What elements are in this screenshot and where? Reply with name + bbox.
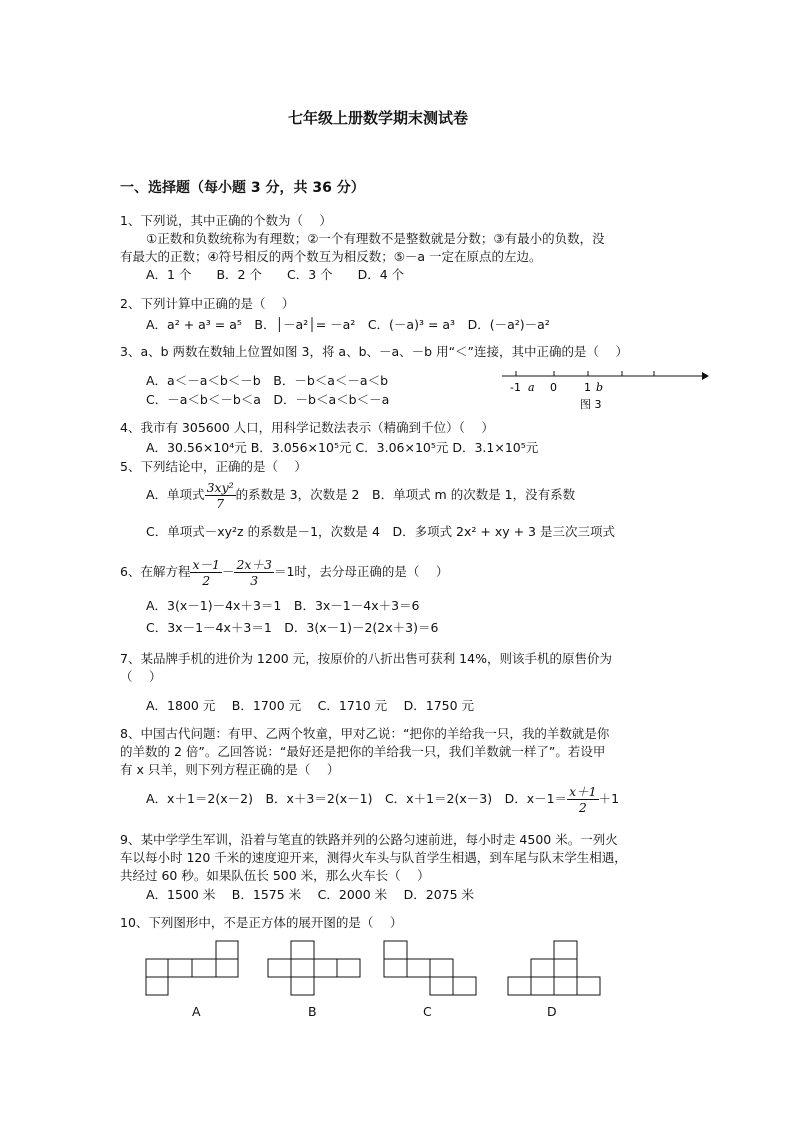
- q10-stem: 10、下列图形中，不是正方体的展开图的是（ ）: [120, 915, 403, 930]
- q6-options-ab: A．3(x－1)－4x＋3＝1 B．3x－1－4x＋3＝6: [146, 598, 420, 613]
- q2-options: A．a² + a³ = a⁵ B．│－a²│= －a² C．(－a)³ = a³ D．(－a²)－a²: [146, 317, 550, 332]
- q3-options-ab: A．a＜－a＜b＜－b B．－b＜a＜－a＜b: [146, 373, 389, 388]
- q6-frac1-numerator: x－1: [192, 557, 220, 572]
- number-line-arrow: [702, 372, 709, 380]
- figure-caption: 图 3: [580, 398, 602, 411]
- q4-stem: 4、我市有 305600 人口，用科学记数法表示（精确到千位）（ ）: [120, 420, 494, 435]
- q1-line2: ①正数和负数统称为有理数；②一个有理数不是整数就是分数；③有最小的负数，没: [146, 231, 605, 246]
- q7-stem-paren: （ ）: [120, 669, 162, 684]
- q8-frac-denominator: 2: [578, 800, 587, 815]
- q6-frac2-numerator: 2x＋3: [236, 557, 272, 572]
- q7-stem: 7、某品牌手机的进价为 1200 元，按原价的八折出售可获利 14%，则该手机的原售价为: [120, 651, 612, 666]
- q1-line3: 有最大的正数；④符号相反的两个数互为相反数；⑤－a 一定在原点的左边。: [120, 249, 542, 264]
- cube-net-a: [145, 940, 240, 996]
- q6-fraction-1: [190, 557, 222, 588]
- q5-frac-denominator: 7: [216, 496, 225, 511]
- q5-opta-prefix: A．单项式: [146, 487, 205, 502]
- q9-line3: 共经过 60 秒。如果队伍长 500 米，那么火车长（ ）: [120, 868, 430, 883]
- q5-options-cd: C．单项式－xy²z 的系数是－1，次数是 4 D．多项式 2x² + xy + 3 是三次三项式: [146, 524, 615, 539]
- q8-line3: 有 x 只羊，则下列方程正确的是（ ）: [120, 762, 340, 777]
- q4-options: A．30.56×10⁴元 B．3.056×10⁵元 C．3.06×10⁵元 D．3.1×10⁵元: [146, 440, 539, 455]
- cube-net-c: [383, 940, 479, 996]
- cube-net-b: [267, 940, 363, 996]
- q8-optd-suffix: ＋1: [598, 791, 620, 806]
- q8-frac-numerator: x＋1: [569, 784, 597, 799]
- q3-options-cd: C．－a＜b＜－b＜a D．－b＜a＜b＜－a: [146, 392, 390, 407]
- label-minus1: -1: [510, 381, 521, 394]
- q8-options: [146, 784, 619, 815]
- number-line-figure: [500, 366, 710, 412]
- label-a: a: [528, 381, 535, 394]
- net-label-a: A: [192, 1004, 201, 1019]
- q6-options-cd: C．3x－1－4x＋3＝1 D．3(x－1)－2(2x＋3)＝6: [146, 620, 439, 635]
- label-one: 1: [584, 381, 591, 394]
- q6-stem-suffix: ＝1时，去分母正确的是（ ）: [273, 564, 449, 579]
- q6-fraction-2: [234, 557, 273, 588]
- q5-frac-numerator: 3xy²: [206, 480, 234, 495]
- q3-stem: 3、a、b 两数在数轴上位置如图 3，将 a、b、－a、－b 用“＜”连接，其中正确的是（ ）: [120, 344, 629, 359]
- q6-frac2-denominator: 3: [250, 573, 259, 588]
- q8-fraction: [567, 784, 599, 815]
- label-b: b: [596, 381, 604, 394]
- net-label-b: B: [308, 1004, 317, 1019]
- q5-option-a: [146, 480, 575, 511]
- q8-line1: 8、中国古代问题：有甲、乙两个牧童，甲对乙说：“把你的羊给我一只，我的羊数就是你: [120, 726, 610, 741]
- q5-stem: 5、下列结论中，正确的是（ ）: [120, 459, 307, 474]
- q6-stem: [120, 557, 448, 588]
- q1-options: A．1 个 B．2 个 C．3 个 D．4 个: [146, 267, 405, 282]
- net-label-c: C: [423, 1004, 432, 1019]
- q6-minus: －: [221, 564, 235, 579]
- q6-frac1-denominator: 2: [202, 573, 211, 588]
- q2-stem: 2、下列计算中正确的是（ ）: [120, 296, 295, 311]
- q8-options-text: A．x＋1＝2(x－2) B．x＋3＝2(x－1) C．x＋1＝2(x－3) D．x－1＝: [146, 791, 568, 806]
- q9-line1: 9、某中学学生军训，沿着与笔直的铁路并列的公路匀速前进，每小时走 4500 米。一列火: [120, 832, 618, 847]
- q7-options: A．1800 元 B．1700 元 C．1710 元 D．1750 元: [146, 698, 475, 713]
- q6-stem-prefix: 6、在解方程: [120, 564, 191, 579]
- q5-opta-suffix: 的系数是 3，次数是 2 B．单项式 m 的次数是 1，没有系数: [235, 487, 576, 502]
- q1-stem: 1、下列说，其中正确的个数为（ ）: [120, 213, 332, 228]
- q5-fraction: [205, 480, 236, 511]
- cube-net-d: [507, 940, 603, 996]
- q9-options: A．1500 米 B．1575 米 C．2000 米 D．2075 米: [146, 887, 475, 902]
- q8-line2: 的羊数的 2 倍”。乙回答说：“最好还是把你的羊给我一只，我们羊数就一样了”。若设甲: [120, 744, 606, 759]
- q9-line2: 车以每小时 120 千米的速度迎开来，测得火车头与队首学生相遇，到车尾与队末学生相遇，: [120, 850, 627, 865]
- net-label-d: D: [547, 1004, 557, 1019]
- page-title: 七年级上册数学期末测试卷: [288, 109, 469, 127]
- section-heading: 一、选择题（每小题 3 分，共 36 分）: [120, 180, 365, 196]
- label-zero: 0: [550, 381, 557, 394]
